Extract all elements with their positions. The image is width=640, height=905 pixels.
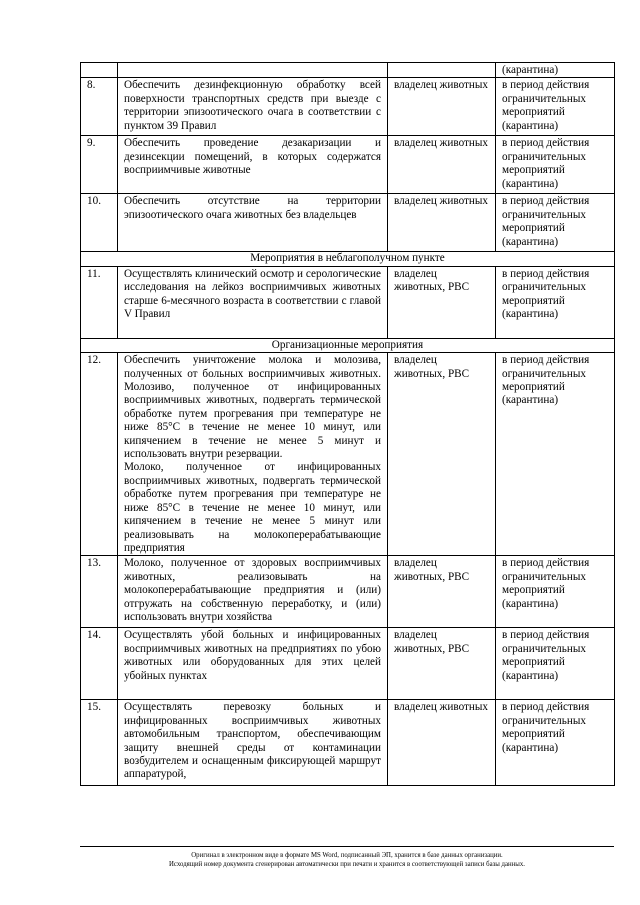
- document-footer: [80, 846, 614, 869]
- footer-line: Оригинал в электронном виде в формате MS Word, подписанный ЭП, хранится в базе данных организации.: [191, 852, 503, 859]
- row-description-cell: Обеспечить отсутствие на территории эпизоотического очага животных без владельцев: [118, 194, 388, 252]
- section-header-row: [81, 338, 615, 352]
- row-timing-cell: в период действия ограничительных мероприятий (карантина): [496, 628, 615, 700]
- row-number-cell: 12.: [81, 353, 118, 556]
- row-responsible-cell: владелец животных, РВС: [388, 628, 496, 700]
- row-responsible-cell: владелец животных: [388, 700, 496, 786]
- row-description-cell: Осуществлять убой больных и инфицированных восприимчивых животных на предприятиях по убою животных или оборудованных для этих целей убойных пунктах: [118, 628, 388, 700]
- row-description-cell: [118, 353, 388, 556]
- row-description-cell: Осуществлять клинический осмотр и серологические исследования на лейкоз восприимчивых животных старше 6-месячного возраста в соответствии с главой V Правил: [118, 266, 388, 338]
- row-description-cell: Обеспечить дезинфекционную обработку всей поверхности транспортных средств при выезде с территории эпизоотического очага в соответствии с пунктом 39 Правил: [118, 78, 388, 136]
- table-row: [81, 194, 615, 252]
- table-row: [81, 78, 615, 136]
- table-row: [81, 556, 615, 628]
- row-responsible-cell: владелец животных: [388, 136, 496, 194]
- row-number-cell: 8.: [81, 78, 118, 136]
- row-number-cell: 13.: [81, 556, 118, 628]
- measures-table: [80, 62, 615, 786]
- row-number-cell: 14.: [81, 628, 118, 700]
- row-responsible-cell: владелец животных: [388, 78, 496, 136]
- row-responsible-cell: владелец животных, РВС: [388, 266, 496, 338]
- row-number-cell: 11.: [81, 266, 118, 338]
- row-number-cell: 10.: [81, 194, 118, 252]
- row-timing-cell: в период действия ограничительных мероприятий (карантина): [496, 194, 615, 252]
- section-header-row: [81, 252, 615, 266]
- description-paragraph: Молоко, полученное от инфицированных восприимчивых животных, подвергать термической обработке путем прогревания при температуре не ниже 85°C в течение не менее 10 минут, или кипячением в течение не менее 5 минут или реализовывать на молокоперерабатывающие предприятия: [124, 461, 381, 554]
- table-row: [81, 266, 615, 338]
- row-timing-cell: в период действия ограничительных мероприятий (карантина): [496, 353, 615, 556]
- row-responsible-cell: владелец животных, РВС: [388, 556, 496, 628]
- row-number-cell: 9.: [81, 136, 118, 194]
- footer-line: Исходящий номер документа сгенерирован автоматически при печати и хранится в соответствующей записи базы данных.: [169, 861, 525, 868]
- row-timing-cell: в период действия ограничительных мероприятий (карантина): [496, 556, 615, 628]
- row-timing-cell: (карантина): [496, 63, 615, 78]
- row-responsible-cell: владелец животных: [388, 194, 496, 252]
- table-row: [81, 700, 615, 786]
- table-row: [81, 136, 615, 194]
- row-number-cell: [81, 63, 118, 78]
- table-row: [81, 353, 615, 556]
- table-row-continuation: [81, 63, 615, 78]
- row-responsible-cell: [388, 63, 496, 78]
- row-timing-cell: в период действия ограничительных мероприятий (карантина): [496, 136, 615, 194]
- section-title: Мероприятия в неблагополучном пункте: [81, 252, 615, 266]
- table-row: [81, 628, 615, 700]
- row-number-cell: 15.: [81, 700, 118, 786]
- row-timing-cell: в период действия ограничительных мероприятий (карантина): [496, 700, 615, 786]
- section-title: Организационные мероприятия: [81, 338, 615, 352]
- row-description-cell: [118, 63, 388, 78]
- row-description-cell: Осуществлять перевозку больных и инфицированных восприимчивых животных автомобильным транспортом, обеспечивающим защиту внешней среды от контаминации возбудителем и оснащенным фиксирующей маршрут аппаратурой,: [118, 700, 388, 786]
- row-timing-cell: в период действия ограничительных мероприятий (карантина): [496, 78, 615, 136]
- row-description-cell: Молоко, полученное от здоровых восприимчивых животных, реализовывать на молокоперерабатывающие предприятия и (или) отгружать на собственную переработку, и (или) использовать внутри хозяйства: [118, 556, 388, 628]
- row-description-cell: Обеспечить проведение дезакаризации и дезинсекции помещений, в которых содержатся восприимчивые животные: [118, 136, 388, 194]
- document-page: [80, 62, 614, 786]
- row-responsible-cell: владелец животных, РВС: [388, 353, 496, 556]
- row-timing-cell: в период действия ограничительных мероприятий (карантина): [496, 266, 615, 338]
- description-paragraph: Обеспечить уничтожение молока и молозива, полученных от больных восприимчивых животных. Молозиво, полученное от инфицированных восприимчивых животных, подвергать термической обработке путем прогревания при температуре не ниже 85°C в течение не менее 10 минут, или кипячением в течение не менее 5 минут и использовать внутри резервации.: [124, 354, 381, 461]
